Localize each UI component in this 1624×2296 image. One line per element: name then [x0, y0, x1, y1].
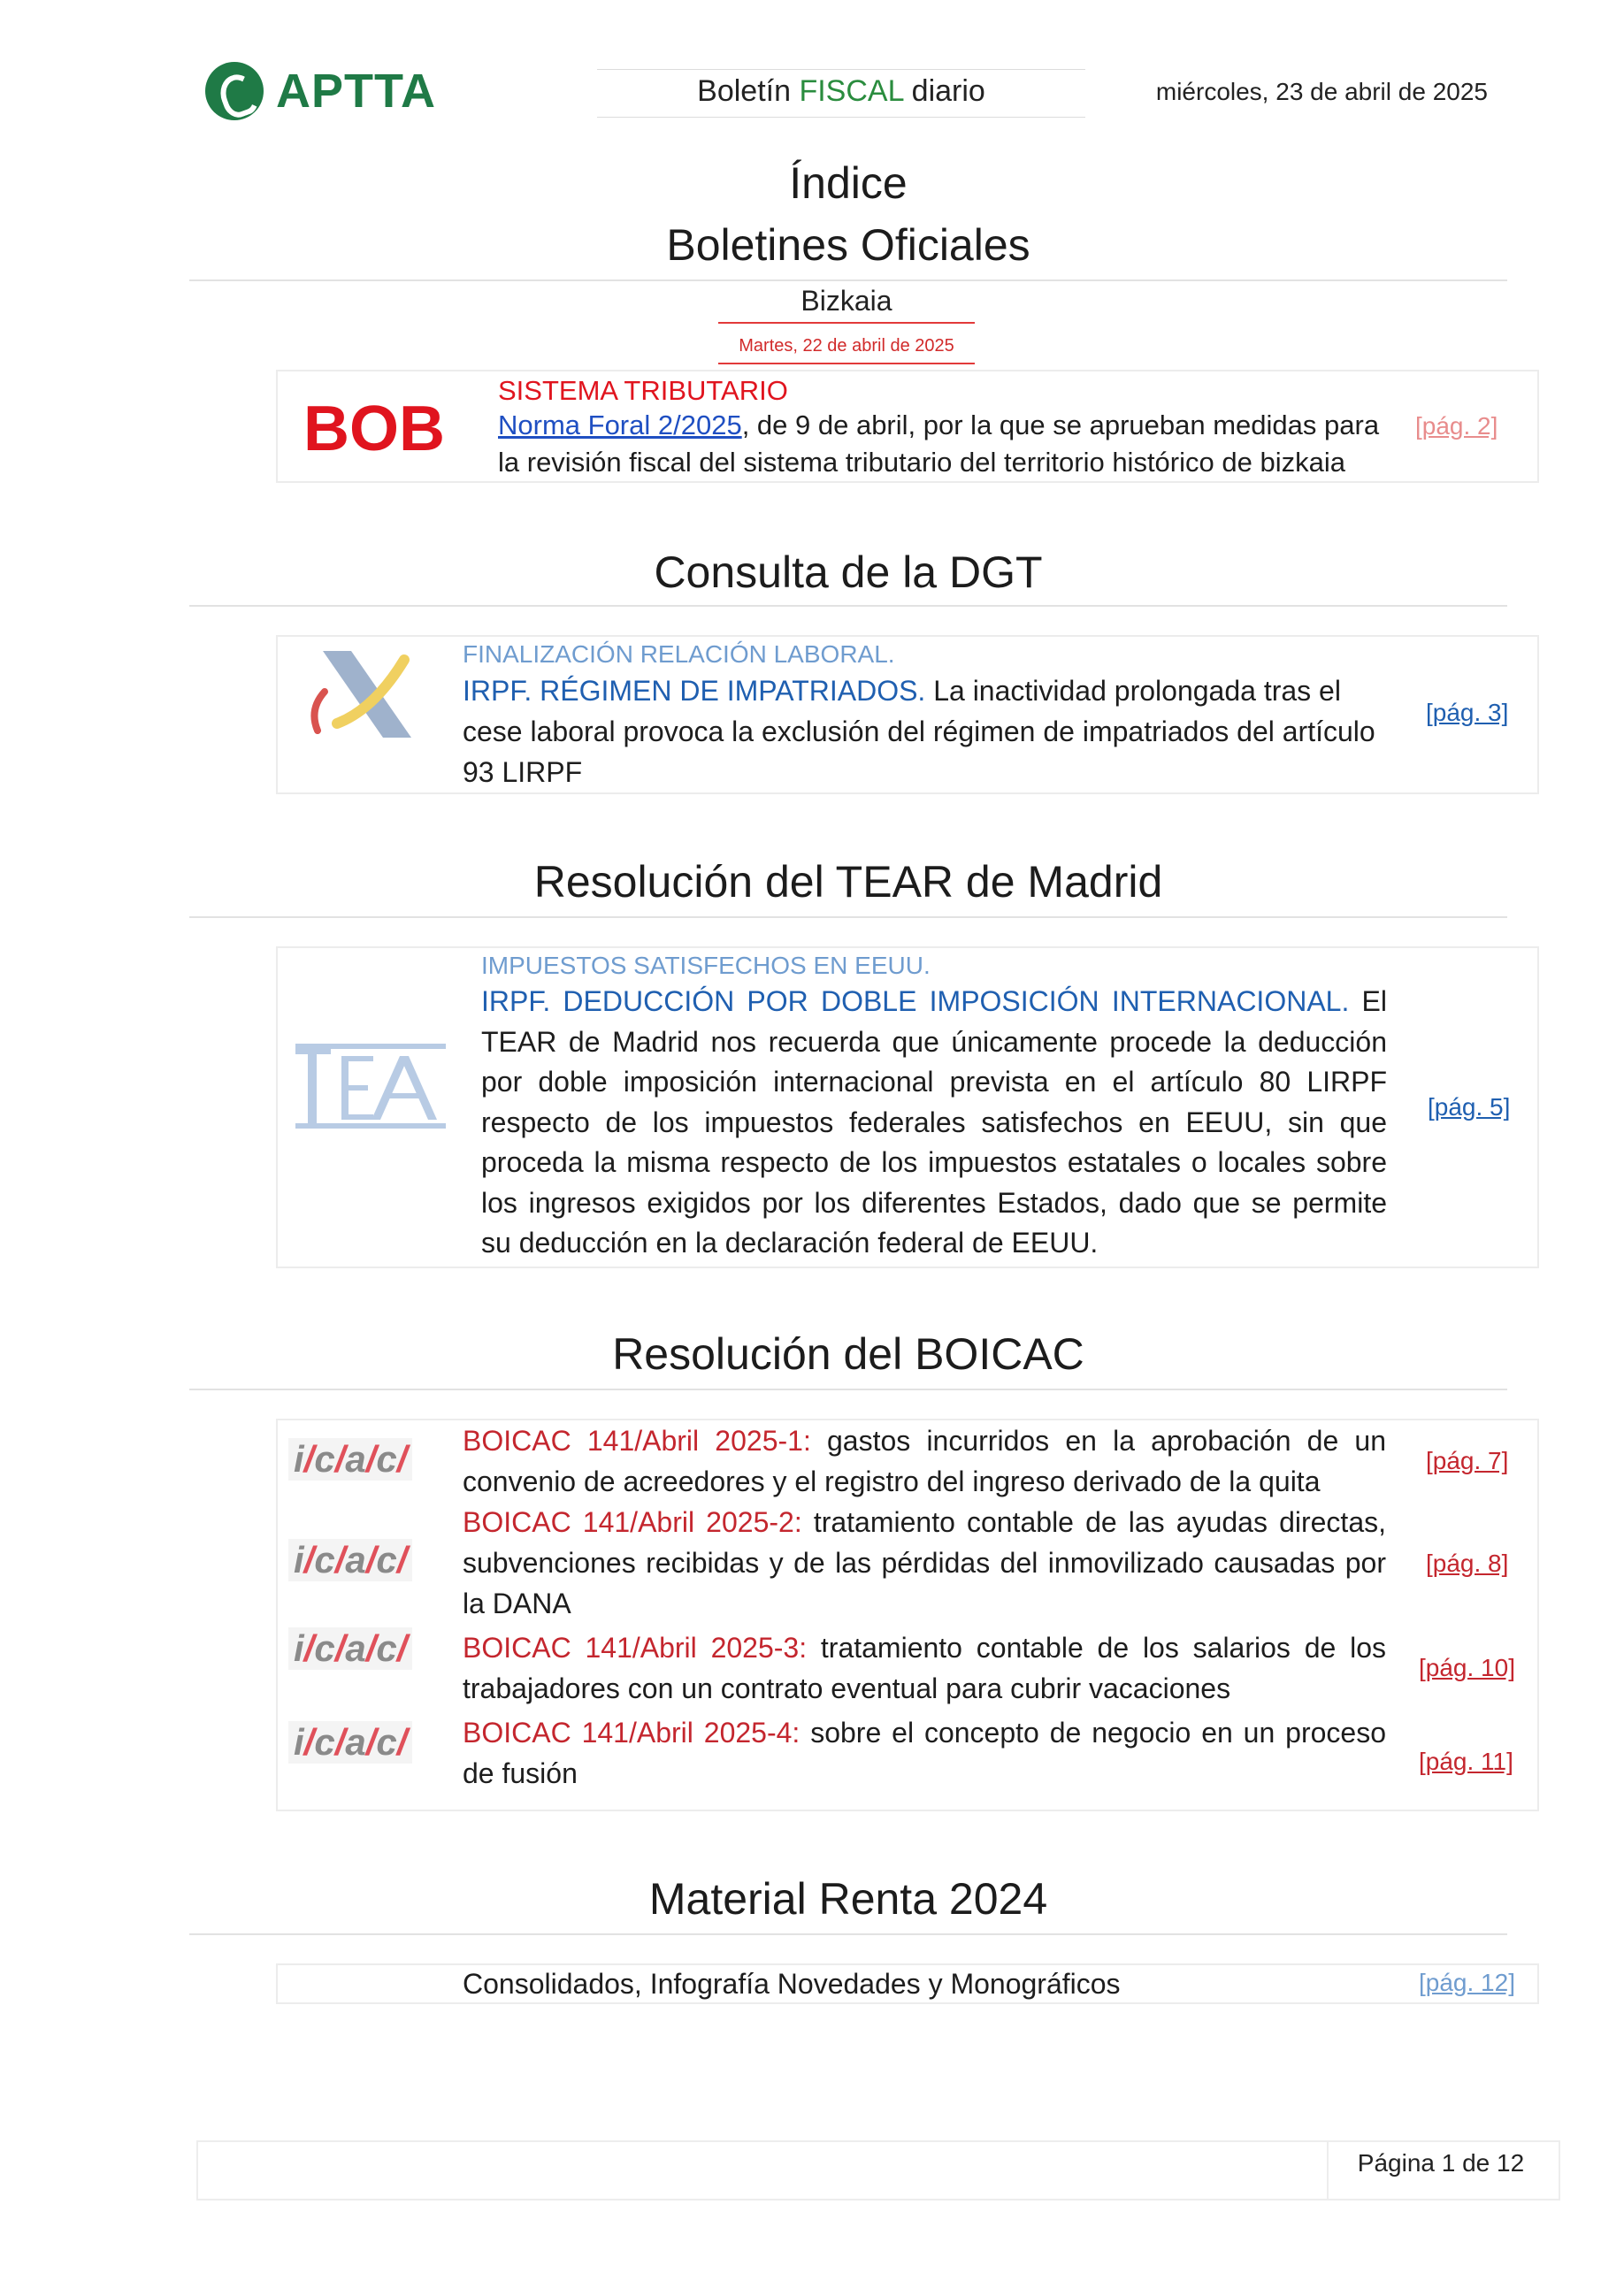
- boicac-item: [463, 1627, 1386, 1709]
- bob-category: SISTEMA TRIBUTARIO: [498, 375, 788, 406]
- renta-text: Consolidados, Infografía Novedades y Monográficos: [463, 1968, 1121, 2000]
- bob-logo: BOB: [303, 394, 445, 464]
- boicac-item: [463, 1420, 1386, 1502]
- section-title-boletines: Boletines Oficiales: [666, 220, 1030, 270]
- bob-entry-line1: , de 9 de abril, por la que se aprueban medidas para: [741, 409, 1380, 440]
- dgt-entry-text: [463, 670, 1386, 792]
- header-rule-top: [597, 69, 1085, 70]
- boicac-item-ref: BOICAC 141/Abril 2025-1:: [463, 1425, 811, 1457]
- aptta-logo: [205, 60, 462, 122]
- icac-logo-icon: i/c/a/c/: [288, 1539, 412, 1581]
- section-rule: [189, 605, 1507, 607]
- bob-entry-text: [498, 407, 1391, 481]
- icac-logo-icon: i/c/a/c/: [288, 1721, 412, 1764]
- bob-entry-line2: la revisión fiscal del sistema tributario del territorio histórico de bizkaia: [498, 447, 1345, 478]
- aptta-emblem-icon: [205, 62, 264, 120]
- index-title: Índice: [789, 158, 908, 208]
- section-title-dgt: Consulta de la DGT: [654, 547, 1043, 597]
- aptta-logo-text: APTTA: [276, 65, 436, 118]
- renta-page-link[interactable]: [pág. 12]: [1419, 1969, 1515, 1996]
- tea-logo-icon: [295, 1037, 446, 1136]
- boicac-item-ref: BOICAC 141/Abril 2025-2:: [463, 1506, 802, 1538]
- boicac-item-text: tratamiento contable de las ayudas directas, subvenciones recibidas y de las pérdidas del inmovilizado causadas por la DANA: [463, 1506, 1387, 1619]
- tear-entry-text: [481, 982, 1387, 1264]
- tear-category: IMPUESTOS SATISFECHOS EN EEUU.: [481, 952, 931, 979]
- boicac-page-link[interactable]: [pág. 8]: [1426, 1550, 1509, 1577]
- region-label: Bizkaia: [801, 285, 892, 317]
- boicac-item: [463, 1712, 1386, 1794]
- boicac-page-link[interactable]: [pág. 11]: [1419, 1748, 1513, 1775]
- section-title-boicac: Resolución del BOICAC: [612, 1329, 1084, 1379]
- boicac-item-text: tratamiento contable de los salarios de los trabajadores con un contrato eventual para cubrir vacaciones: [463, 1632, 1387, 1704]
- bulletin-title-fiscal: FISCAL: [799, 74, 904, 108]
- norma-foral-link[interactable]: Norma Foral 2/2025: [498, 409, 742, 440]
- section-rule: [189, 1933, 1507, 1935]
- footer-separator: [1327, 2140, 1329, 2200]
- section-title-tear: Resolución del TEAR de Madrid: [533, 857, 1163, 907]
- icac-logo-icon: i/c/a/c/: [288, 1627, 412, 1670]
- boicac-item-text: gastos incurridos en la aprobación de un convenio de acreedores y el registro del ingreso derivado de la quita: [463, 1425, 1387, 1497]
- header-rule-bottom: [597, 117, 1085, 118]
- boicac-page-link[interactable]: [pág. 7]: [1426, 1447, 1509, 1474]
- page-number: Página 1 de 12: [1357, 2149, 1525, 2177]
- boicac-item: [463, 1502, 1386, 1624]
- tear-page-link[interactable]: [pág. 5]: [1428, 1093, 1511, 1121]
- aeat-logo-icon: [305, 646, 417, 743]
- boicac-item-text: sobre el concepto de negocio en un proceso de fusión: [463, 1717, 1387, 1789]
- dgt-category: FINALIZACIÓN RELACIÓN LABORAL.: [463, 640, 895, 668]
- boletin-date: Martes, 22 de abril de 2025: [739, 336, 954, 356]
- boicac-item-ref: BOICAC 141/Abril 2025-3:: [463, 1632, 808, 1664]
- region-rule: [718, 322, 975, 324]
- section-rule: [189, 279, 1507, 281]
- dgt-page-link[interactable]: [pág. 3]: [1426, 699, 1509, 726]
- tear-body: El TEAR de Madrid nos recuerda que únicamente procede la deducción por doble imposición internacional prevista en el artículo 80 LIRPF respecto de los impuestos federales satisfechos en EEUU, sin que proceda la misma respecto de los impuestos estatales o locales sobre los ingresos exigidos por los diferentes Estados, dado que se permite su deducción en la declaración federal de EEUU.: [481, 985, 1388, 1259]
- bulletin-title: [597, 74, 1085, 109]
- region-rule-bottom: [718, 363, 975, 364]
- tear-headline: IRPF. DEDUCCIÓN POR DOBLE IMPOSICIÓN INTERNACIONAL.: [481, 985, 1350, 1017]
- dgt-headline: IRPF. RÉGIMEN DE IMPATRIADOS.: [463, 675, 926, 707]
- boicac-page-link[interactable]: [pág. 10]: [1419, 1654, 1515, 1681]
- bob-page-link[interactable]: [pág. 2]: [1415, 412, 1498, 440]
- publication-date: miércoles, 23 de abril de 2025: [1155, 78, 1488, 105]
- dgt-body: La inactividad prolongada tras el cese laboral provoca la exclusión del régimen de impatriados del artículo 93 LIRPF: [463, 675, 1375, 788]
- boicac-item-ref: BOICAC 141/Abril 2025-4:: [463, 1717, 801, 1749]
- section-rule: [189, 916, 1507, 918]
- section-rule: [189, 1389, 1507, 1390]
- bulletin-title-pre: Boletín: [697, 74, 800, 108]
- bulletin-title-post: diario: [903, 74, 985, 108]
- section-title-renta: Material Renta 2024: [648, 1874, 1048, 1924]
- icac-logo-icon: i/c/a/c/: [288, 1438, 412, 1481]
